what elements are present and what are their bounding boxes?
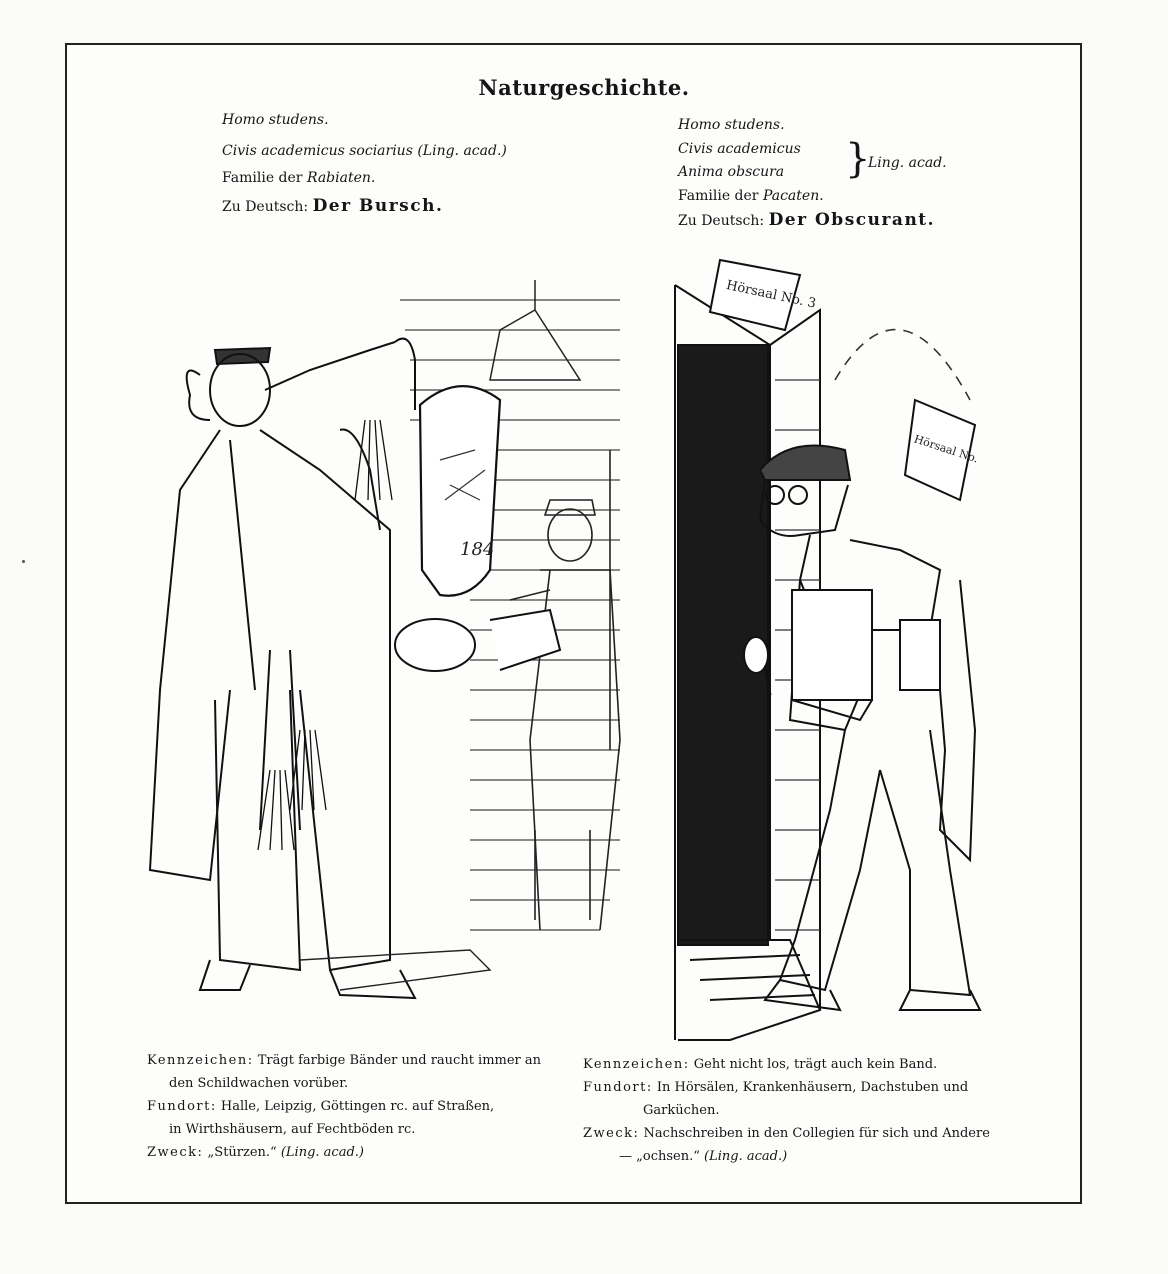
right-family bbox=[678, 188, 824, 204]
right-german-prefix: Zu Deutsch: bbox=[678, 213, 765, 229]
bursch-illustration bbox=[140, 270, 640, 1015]
right-kennzeichen bbox=[583, 1053, 990, 1076]
right-german-name bbox=[678, 210, 935, 230]
left-fundort-label: Fundort: bbox=[147, 1099, 217, 1114]
right-fundort-text: In Hörsälen, Krankenhäusern, Dachstuben und bbox=[656, 1080, 969, 1095]
left-fundort-text: Halle, Leipzig, Göttingen rc. auf Straßen, bbox=[220, 1099, 495, 1114]
right-fundort-cont: Garküchen. bbox=[643, 1103, 720, 1118]
right-kennzeichen-text: Geht nicht los, trägt auch kein Band. bbox=[693, 1057, 938, 1072]
left-kennzeichen-cont: den Schildwachen vorüber. bbox=[169, 1076, 349, 1091]
left-caption bbox=[147, 1049, 541, 1164]
right-species-1: Civis academicus bbox=[678, 141, 801, 157]
left-kennzeichen-text: Trägt farbige Bänder und raucht immer an bbox=[257, 1053, 542, 1068]
obscurant-illustration bbox=[670, 250, 1010, 1055]
steps bbox=[678, 940, 820, 1040]
left-german-prefix: Zu Deutsch: bbox=[222, 199, 309, 215]
left-zweck bbox=[147, 1141, 541, 1164]
right-zweck-paren: (Ling. acad.) bbox=[704, 1149, 788, 1164]
wall-sign bbox=[905, 400, 980, 500]
right-zweck-label: Zweck: bbox=[583, 1126, 640, 1141]
left-fundort-cont: in Wirthshäusern, auf Fechtböden rc. bbox=[169, 1122, 416, 1137]
right-zweck-text: Nachschreiben in den Collegien für sich und Andere bbox=[643, 1126, 990, 1141]
left-species bbox=[222, 143, 507, 159]
door-sign bbox=[710, 260, 817, 330]
right-genus: Homo studens. bbox=[678, 117, 785, 133]
tankard-inscription: 184 bbox=[460, 539, 495, 560]
right-fundort-label: Fundort: bbox=[583, 1080, 653, 1095]
left-species-paren: (Ling. acad.) bbox=[417, 143, 507, 159]
left-zweck-label: Zweck: bbox=[147, 1145, 204, 1160]
right-zweck-cont bbox=[583, 1145, 990, 1168]
left-german-name bbox=[222, 196, 443, 216]
left-kennzeichen-label: Kennzeichen: bbox=[147, 1053, 254, 1068]
right-caption bbox=[583, 1053, 990, 1168]
right-german-value: Der Obscurant. bbox=[768, 210, 936, 230]
left-family bbox=[222, 170, 375, 186]
right-brace-label: Ling. acad. bbox=[868, 155, 947, 171]
right-family-value: Pacaten. bbox=[762, 188, 824, 204]
left-family-value: Rabiaten. bbox=[306, 170, 376, 186]
left-fundort bbox=[147, 1095, 541, 1118]
right-kennzeichen-label: Kennzeichen: bbox=[583, 1057, 690, 1072]
right-family-prefix: Familie der bbox=[678, 188, 759, 204]
left-german-value: Der Bursch. bbox=[312, 196, 444, 216]
student-figure bbox=[150, 339, 415, 998]
brace-glyph: } bbox=[845, 136, 871, 182]
left-species-name: Civis academicus sociarius bbox=[222, 143, 413, 159]
right-zweck-text2: — „ochsen.“ bbox=[619, 1149, 700, 1164]
left-zweck-text: „Stürzen.“ bbox=[207, 1145, 277, 1160]
right-zweck bbox=[583, 1122, 990, 1145]
left-genus: Homo studens. bbox=[222, 112, 329, 128]
tankard bbox=[395, 386, 560, 671]
door-sign-text: Hörsaal No. 3 bbox=[724, 278, 818, 312]
page-title: Naturgeschichte. bbox=[478, 75, 690, 100]
right-fundort bbox=[583, 1076, 990, 1099]
right-species-2: Anima obscura bbox=[678, 164, 785, 180]
wall-sign-text: Hörsaal No. bbox=[912, 432, 980, 466]
left-family-prefix: Familie der bbox=[222, 170, 303, 186]
left-zweck-paren: (Ling. acad.) bbox=[280, 1145, 364, 1160]
left-kennzeichen bbox=[147, 1049, 541, 1072]
paper-speck bbox=[22, 560, 25, 563]
books bbox=[792, 590, 940, 720]
